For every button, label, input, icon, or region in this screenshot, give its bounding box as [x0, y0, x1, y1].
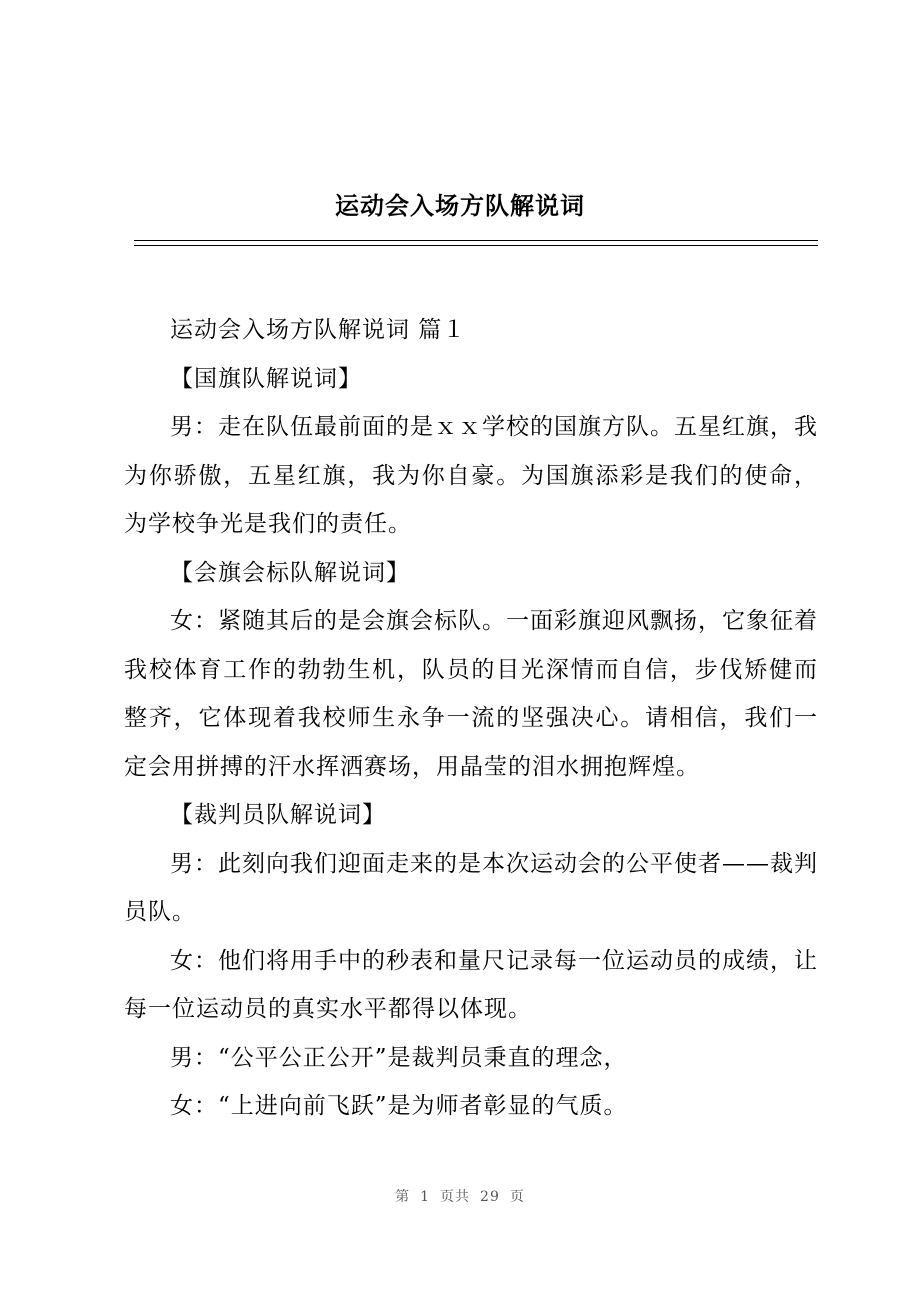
paragraph: 女：“上进向前飞跃”是为师者彰显的气质。	[170, 1093, 628, 1119]
document-body	[124, 306, 818, 1131]
subheading-referee-team: 【裁判员队解说词】	[170, 802, 386, 828]
paragraph: 男：此刻向我们迎面走来的是本次运动会的公平使者——裁判员队。	[124, 850, 818, 925]
title-divider	[134, 240, 818, 246]
subheading-flag-team: 【国旗队解说词】	[170, 365, 362, 392]
subheading-banner-team: 【会旗会标队解说词】	[170, 559, 410, 586]
page-footer	[0, 1186, 920, 1206]
paragraph: 女：他们将用手中的秒表和量尺记录每一位运动员的成绩，让每一位运动员的真实水平都得以体现。	[124, 947, 818, 1022]
paragraph: 女：紧随其后的是会旗会标队。一面彩旗迎风飘扬，它象征着我校体育工作的勃勃生机，队员的目光深情而自信，步伐矫健而整齐，它体现着我校师生永争一流的坚强决心。请相信，我们一定会用拼搏的汗水挥洒赛场，用晶莹的泪水拥抱辉煌。	[124, 608, 818, 780]
paragraph: 男：“公平公正公开”是裁判员秉直的理念，	[170, 1044, 628, 1071]
section-heading: 运动会入场方队解说词 篇１	[170, 317, 467, 343]
document-title: 运动会入场方队解说词	[335, 191, 585, 220]
footer-middle: 页共	[440, 1189, 471, 1205]
footer-suffix: 页	[509, 1189, 525, 1205]
paragraph: 男：走在队伍最前面的是ｘｘ学校的国旗方队。五星红旗，我为你骄傲，五星红旗，我为你自豪。为国旗添彩是我们的使命，为学校争光是我们的责任。	[124, 414, 818, 537]
current-page-number: 1	[420, 1189, 431, 1205]
footer-prefix: 第	[395, 1189, 411, 1205]
total-pages-number: 29	[480, 1189, 500, 1205]
